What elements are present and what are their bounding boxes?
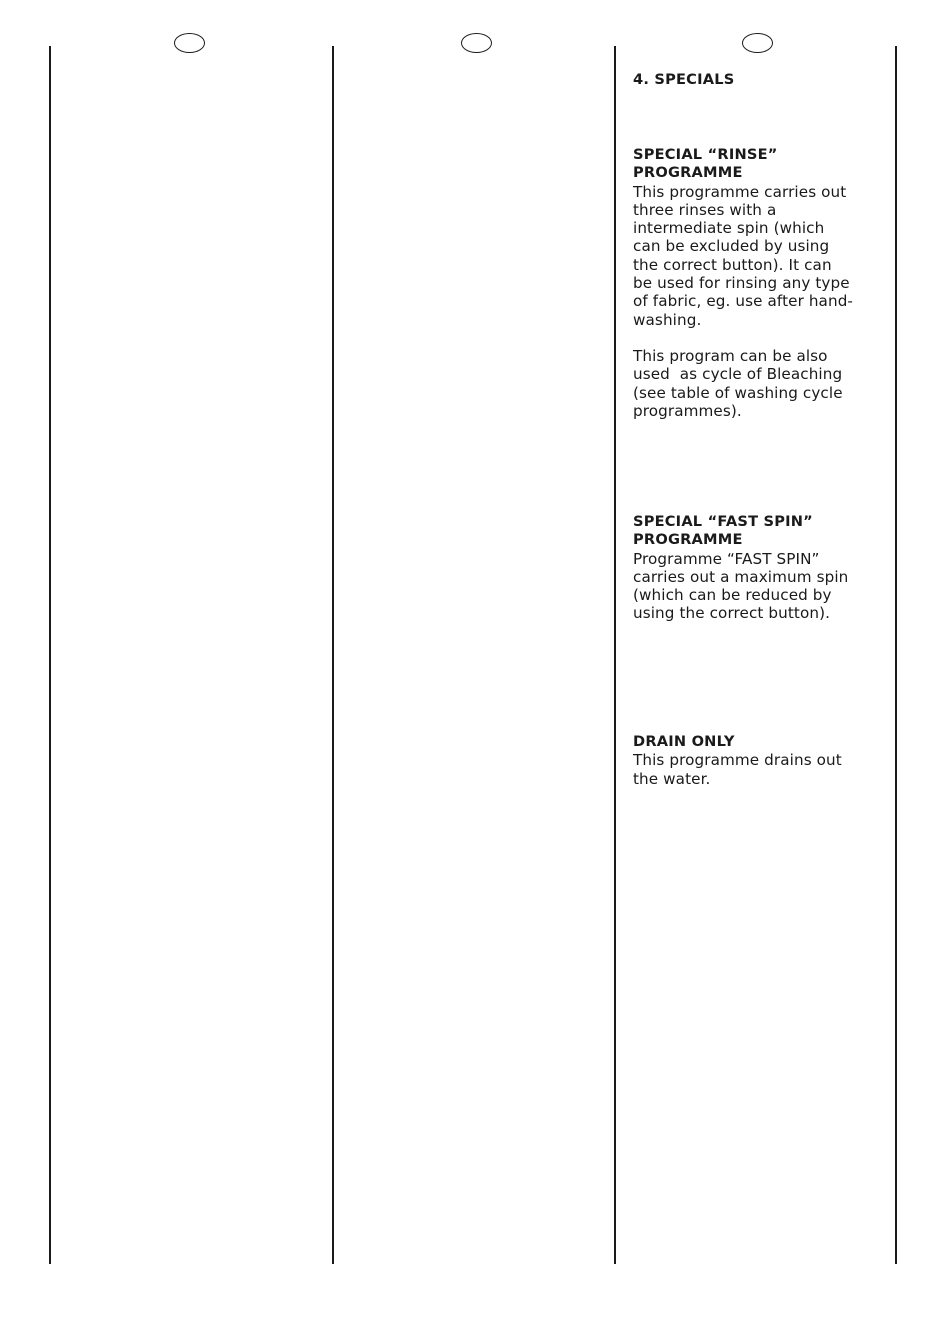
fast-spin-heading-line-1: SPECIAL “FAST SPIN” xyxy=(633,513,813,530)
rinse-body-line-5: the correct button). It can xyxy=(633,255,832,274)
rinse-heading-line-2: PROGRAMME xyxy=(633,164,743,182)
section-title: 4. SPECIALS xyxy=(633,71,735,88)
rinse-body-line-4: can be excluded by using xyxy=(633,237,830,256)
drain-heading: DRAIN ONLY xyxy=(633,733,735,750)
rinse-body-line-2: three rinses with a xyxy=(633,200,777,219)
bleach-paragraph xyxy=(633,347,885,420)
fast-spin-heading-line-2: PROGRAMME xyxy=(633,531,743,549)
bleach-body-line-3: (see table of washing cycle xyxy=(633,383,843,402)
rinse-body-line-8: washing. xyxy=(633,310,702,329)
bleach-body-line-4: programmes). xyxy=(633,401,742,420)
bleach-body-line-2: used as cycle of Bleaching xyxy=(633,365,843,384)
bleach-body-line-1: This program can be also xyxy=(633,347,828,365)
column-divider-middle-right xyxy=(614,46,616,1264)
rinse-body-line-6: be used for rinsing any type xyxy=(633,274,850,293)
fast-spin-body-line-1: Programme “FAST SPIN” xyxy=(633,549,820,568)
column-divider-right xyxy=(895,46,897,1264)
rinse-body-line-7: of fabric, eg. use after hand- xyxy=(633,292,854,311)
column-divider-middle-left xyxy=(332,46,334,1264)
rinse-body-line-3: intermediate spin (which xyxy=(633,219,825,238)
drain-body-line-1: This programme drains out xyxy=(633,751,842,770)
language-marker-circle-1 xyxy=(174,33,205,53)
rinse-programme-section xyxy=(633,146,885,329)
fast-spin-body-line-4: using the correct button). xyxy=(633,604,831,623)
drain-only-section xyxy=(633,733,885,788)
rinse-body-line-1: This programme carries out xyxy=(633,182,847,201)
language-marker-circle-2 xyxy=(461,33,492,53)
fast-spin-programme-section xyxy=(633,513,885,623)
drain-body-line-2: the water. xyxy=(633,769,711,788)
language-marker-circle-3 xyxy=(742,33,773,53)
column-divider-left xyxy=(49,46,51,1264)
fast-spin-body-line-3: (which can be reduced by xyxy=(633,586,832,605)
fast-spin-body-line-2: carries out a maximum spin xyxy=(633,567,849,586)
rinse-heading-line-1: SPECIAL “RINSE” xyxy=(633,146,778,163)
